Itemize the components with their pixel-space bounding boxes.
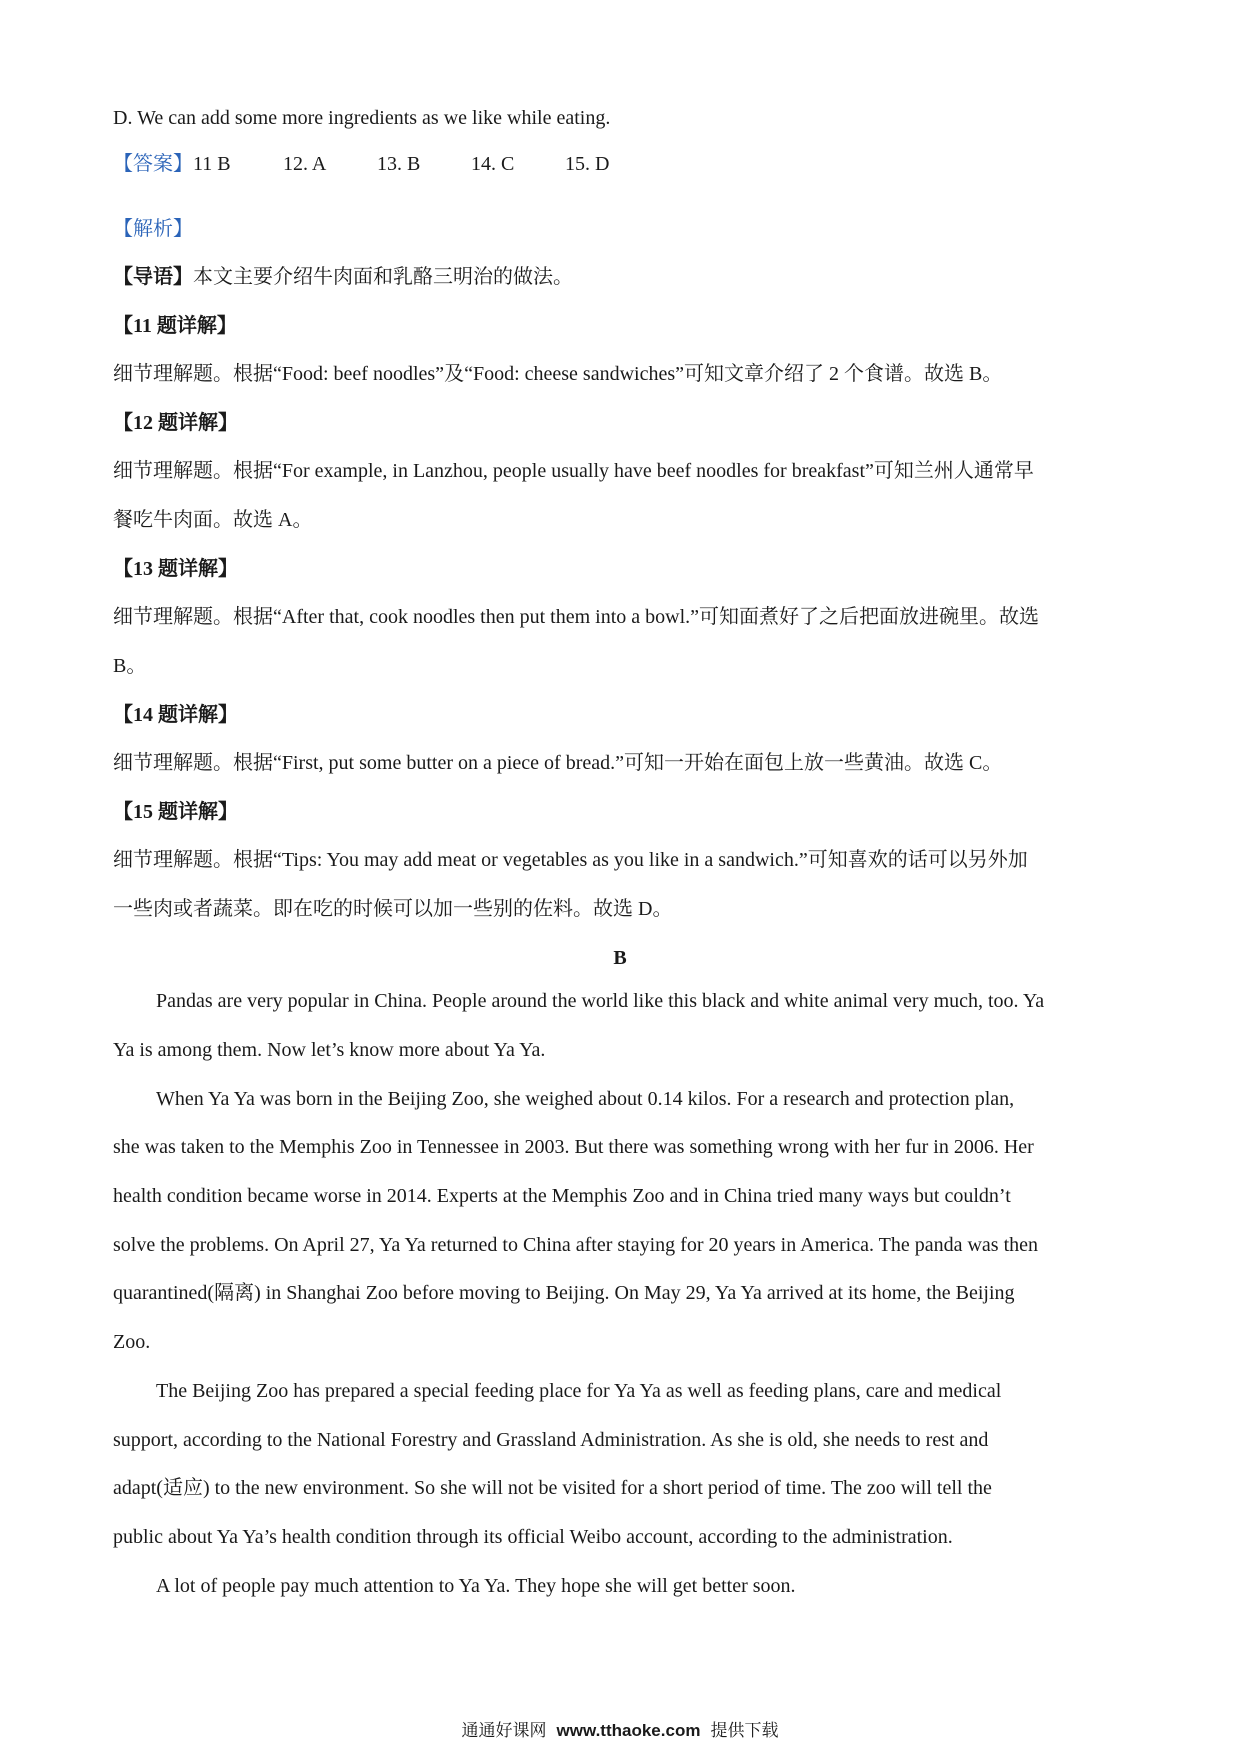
answer-item: 12. A: [283, 153, 327, 175]
passage-line: quarantined(隔离) in Shanghai Zoo before moving to Beijing. On May 29, Ya Ya arrived at its home, the Beijing: [113, 1282, 1015, 1304]
answer-item: 11 B: [193, 153, 231, 175]
passage-line: she was taken to the Memphis Zoo in Tennessee in 2003. But there was something wrong with her fur in 2006. Her: [113, 1136, 1034, 1158]
passage-line: Ya is among them. Now let’s know more about Ya Ya.: [113, 1039, 546, 1061]
detail-text-15: 一些肉或者蔬菜。即在吃的时候可以加一些别的佐料。故选 D。: [113, 898, 673, 920]
detail-text-12: 细节理解题。根据“For example, in Lanzhou, people usually have beef noodles for breakfast”可知兰州人通常早: [113, 460, 1034, 482]
passage-line: A lot of people pay much attention to Ya Ya. They hope she will get better soon.: [156, 1575, 796, 1597]
answer-item: 15. D: [565, 153, 610, 175]
passage-line: adapt(适应) to the new environment. So she will not be visited for a short period of time. The zoo will tell the: [113, 1477, 992, 1499]
option-d: D. We can add some more ingredients as we like while eating.: [113, 107, 611, 129]
detail-heading-14: 【14 题详解】: [113, 704, 238, 726]
analysis-tag: 【解析】: [113, 218, 193, 240]
page-footer: [0, 1719, 1240, 1743]
passage-line: The Beijing Zoo has prepared a special feeding place for Ya Ya as well as feeding plans, care and medical: [156, 1380, 1002, 1402]
detail-heading-15: 【15 题详解】: [113, 801, 238, 823]
detail-text-13: 细节理解题。根据“After that, cook noodles then put them into a bowl.”可知面煮好了之后把面放进碗里。故选: [113, 606, 1040, 628]
footer-site-name: 通通好课网: [461, 1721, 547, 1740]
passage-line: Zoo.: [113, 1331, 151, 1353]
footer-provide-download: 提供下载: [710, 1721, 779, 1740]
detail-text-15: 细节理解题。根据“Tips: You may add meat or vegetables as you like in a sandwich.”可知喜欢的话可以另外加: [113, 849, 1028, 871]
passage-line: support, according to the National Forestry and Grassland Administration. As she is old, she needs to rest and: [113, 1429, 989, 1451]
detail-text-12: 餐吃牛肉面。故选 A。: [113, 509, 313, 531]
guide-text: 本文主要介绍牛肉面和乳酪三明治的做法。: [193, 266, 573, 288]
detail-heading-11: 【11 题详解】: [113, 315, 237, 337]
footer-url[interactable]: www.tthaoke.com: [556, 1721, 701, 1740]
guide-tag: 【导语】: [113, 266, 193, 288]
detail-heading-13: 【13 题详解】: [113, 558, 238, 580]
answer-item: 14. C: [471, 153, 515, 175]
detail-text-14: 细节理解题。根据“First, put some butter on a piece of bread.”可知一开始在面包上放一些黄油。故选 C。: [113, 752, 1003, 774]
guide-line: [113, 263, 573, 291]
passage-line: solve the problems. On April 27, Ya Ya returned to China after staying for 20 years in America. The panda was then: [113, 1234, 1038, 1256]
section-b-title: B: [613, 947, 627, 969]
passage-line: Pandas are very popular in China. People around the world like this black and white animal very much, too. Ya: [156, 990, 1045, 1012]
passage-line: When Ya Ya was born in the Beijing Zoo, she weighed about 0.14 kilos. For a research and protection plan,: [156, 1088, 1015, 1110]
detail-heading-12: 【12 题详解】: [113, 412, 238, 434]
detail-text-11: 细节理解题。根据“Food: beef noodles”及“Food: cheese sandwiches”可知文章介绍了 2 个食谱。故选 B。: [113, 363, 1003, 385]
answer-line: [113, 150, 609, 178]
answer-item: 13. B: [377, 153, 421, 175]
passage-line: health condition became worse in 2014. Experts at the Memphis Zoo and in China tried many ways but couldn’t: [113, 1185, 1011, 1207]
detail-text-13: B。: [113, 655, 147, 677]
passage-line: public about Ya Ya’s health condition through its official Weibo account, according to the administration.: [113, 1526, 953, 1548]
answer-tag: 【答案】: [113, 153, 193, 175]
